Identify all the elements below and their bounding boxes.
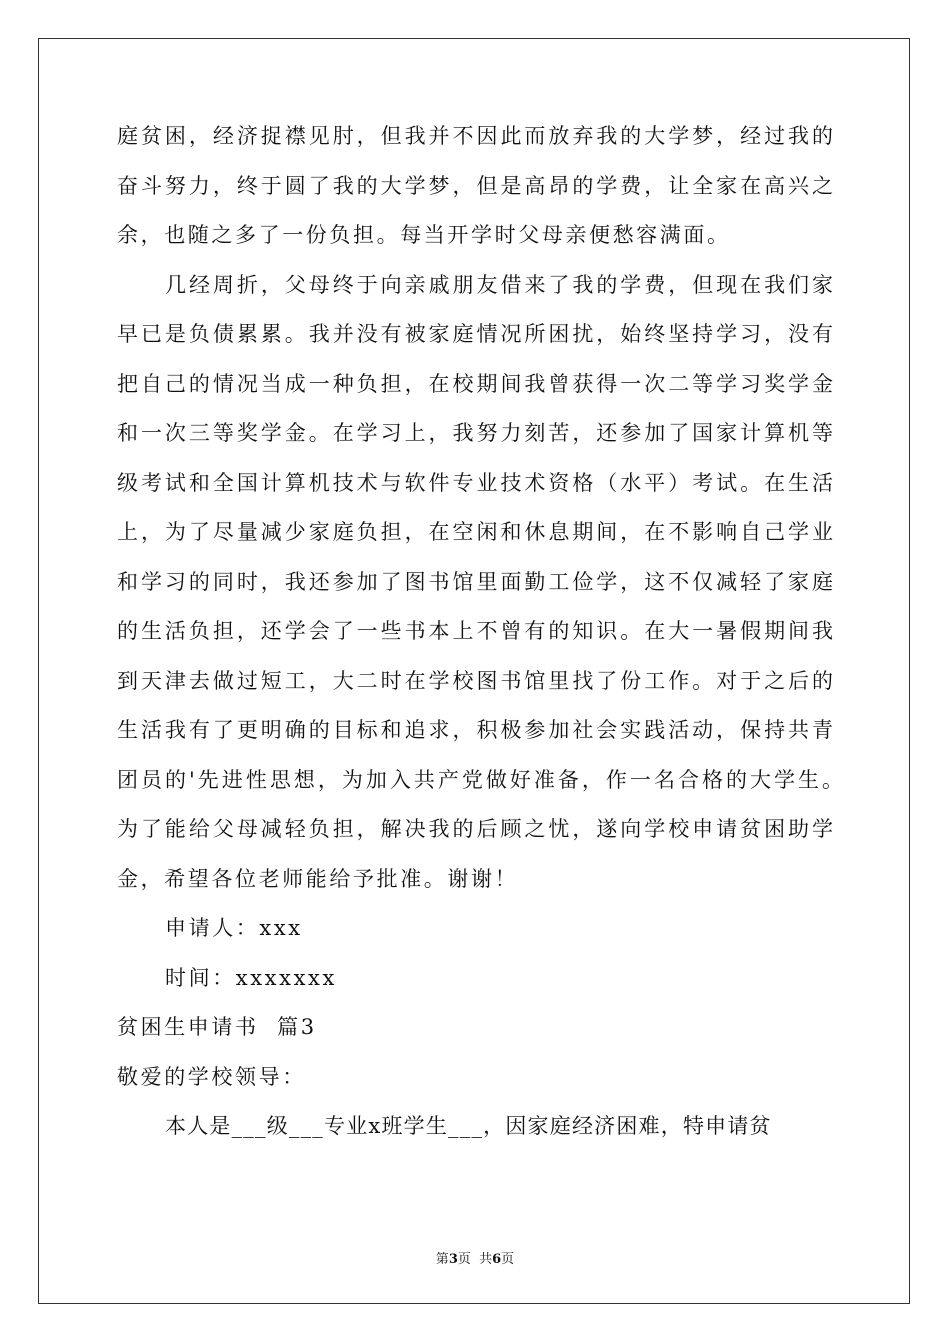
- text-line: 和学习的同时，我还参加了图书馆里面勤工俭学，这不仅减轻了家庭: [117, 569, 833, 594]
- text-line: 庭贫困，经济捉襟见肘，但我并不因此而放弃我的大学梦，经过我的: [117, 124, 833, 148]
- footer-mid: 页 共: [457, 1252, 493, 1267]
- text-line: 的生活负担，还学会了一些书本上不曾有的知识。在大一暑假期间我: [117, 619, 833, 643]
- text-line: 到天津去做过短工，大二时在学校图书馆里找了份工作。对于之后的: [117, 668, 833, 693]
- text-line: 级考试和全国计算机技术与软件专业技术资格（水平）考试。在生活: [117, 470, 833, 495]
- current-page-number: 3: [448, 1252, 458, 1267]
- text-line: 生活我有了更明确的目标和追求，积极参加社会实践活动，保持共青: [117, 718, 833, 742]
- text-line: 为了能给父母减轻负担，解决我的后顾之忧，遂向学校申请贫困助学: [117, 817, 833, 841]
- text-line: 和一次三等奖学金。在学习上，我努力刻苦，还参加了国家计算机等: [117, 421, 833, 445]
- text-line: 早已是负债累累。我并没有被家庭情况所困扰，始终坚持学习，没有: [117, 322, 833, 346]
- text-line: 金，希望各位老师能给予批准。谢谢！: [117, 866, 519, 891]
- text-line: 余，也随之多了一份负担。每当开学时父母亲便愁容满面。: [117, 223, 731, 247]
- section-heading: 贫困生申请书 篇3: [117, 1015, 317, 1039]
- footer-prefix: 第: [435, 1252, 449, 1267]
- text-line: 奋斗努力，终于圆了我的大学梦，但是高昂的学费，让全家在高兴之: [117, 173, 833, 198]
- text-line: 上，为了尽量减少家庭负担，在空闲和休息期间，在不影响自己学业: [117, 520, 833, 544]
- date-line: 时间：xxxxxxx: [165, 965, 337, 990]
- applicant-line: 申请人：xxx: [165, 916, 303, 940]
- text-line: 团员的'先进性思想，为加入共产党做好准备，作一名合格的大学生。: [117, 767, 843, 792]
- text-line: 把自己的情况当成一种负担，在校期间我曾获得一次二等学习奖学金: [117, 371, 833, 396]
- document-body: [117, 112, 843, 1152]
- text-line: 几经周折，父母终于向亲戚朋友借来了我的学费，但现在我们家: [165, 272, 833, 297]
- page-footer: [0, 1248, 950, 1267]
- text-line: 本人是___级___专业x班学生___，因家庭经济困难，特申请贫: [165, 1114, 772, 1138]
- total-page-number: 6: [492, 1252, 502, 1267]
- salutation: 敬爱的学校领导：: [117, 1064, 306, 1089]
- footer-suffix: 页: [501, 1252, 515, 1267]
